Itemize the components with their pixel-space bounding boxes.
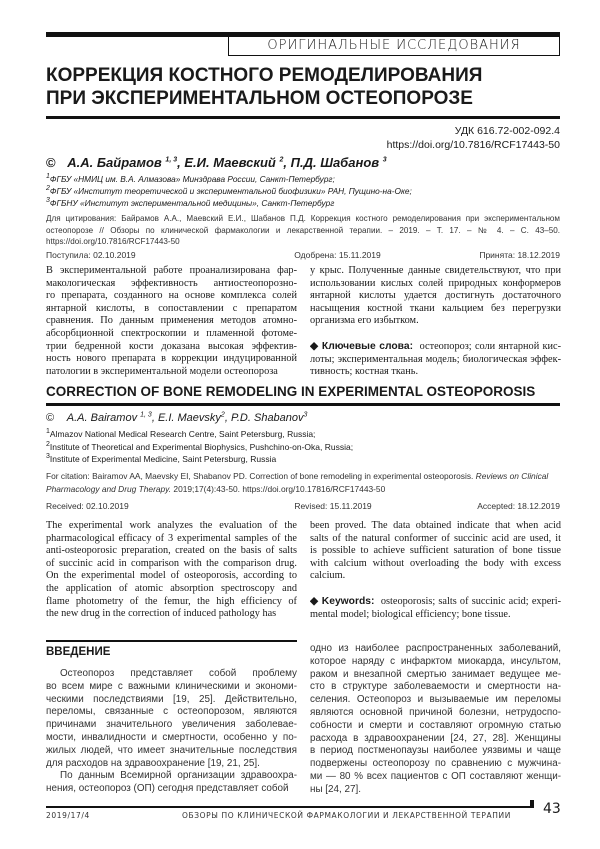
- keywords-text: тивность; костная ткань.: [310, 366, 561, 379]
- issue-number: 2019/17/4: [46, 811, 90, 821]
- citation-text: For citation: Bairamov AA, Maevsky EI, Shabanov PD. Correction of bone remodeling in experimental osteoporosis.: [46, 471, 476, 481]
- text-line: во всем мире с важными клиническими и экономи-: [46, 681, 297, 694]
- text-line: По данным Всемирной организации здравоохра-: [46, 770, 297, 783]
- citation-ru: Для цитирования: Байрамов А.А., Маевский Е.И., Шабанов П.Д. Коррекция костного ремоделирования при экспериментальном остеопорозе // Обзоры по клинической фармакологии и лекарственной терапии. – 2019. – Т. 17. – № 4. – С. 43–50. https://doi.org/10.7816/RCF17443-50: [46, 213, 560, 248]
- aff-text: Institute of Experimental Medicine, Saint Petersburg, Russia: [50, 454, 276, 464]
- article-title-ru: [46, 64, 482, 110]
- text-line: патологии в экспериментальной модели остеопороза: [46, 366, 297, 379]
- aff-sup: 2: [46, 441, 50, 448]
- text-line: with calcium without overloading the body with excess: [310, 558, 561, 571]
- abstract-ru-left: [46, 265, 297, 378]
- keywords-en: [310, 596, 561, 621]
- aff-sup: 2: [46, 185, 50, 192]
- abstract-en-left: [46, 520, 297, 621]
- article-title-en: CORRECTION OF BONE REMODELING IN EXPERIMENTAL OSTEOPOROSIS: [46, 384, 535, 400]
- text-line: is possible to achieve sufficient saturation of bone tissue: [310, 545, 561, 558]
- udk-block: [387, 124, 560, 152]
- text-line: янтарной кислоты, в сопоставлении с препаратом: [46, 303, 297, 316]
- keywords-text: osteoporosis; salts of succinic acid; experi-: [381, 596, 561, 607]
- author-sup: 2: [221, 411, 225, 418]
- aff-sup: 1: [46, 173, 50, 180]
- text-line: of succinic acid in comparison with the comparison drug.: [46, 558, 297, 571]
- abstract-en-right: [310, 520, 561, 583]
- text-line: been proved. The data obtained indicate that when acid: [310, 520, 561, 533]
- title-line: ПРИ ЭКСПЕРИМЕНТАЛЬНОМ ОСТЕОПОРОЗЕ: [46, 87, 482, 110]
- author: Е.И. Маевский: [184, 155, 276, 170]
- text-line: Остеопороз представляет собой проблему: [46, 668, 297, 681]
- text-line: On the experimental model of osteoporosis, according to: [46, 570, 297, 583]
- text-line: макологическая эффективность антиостеопорозно-: [46, 278, 297, 291]
- text-line: собности и смерти и составляют огромную статью: [310, 720, 561, 733]
- text-line: flame photometry of the femur, the high efficiency of: [46, 596, 297, 609]
- author-sup: 3: [383, 157, 387, 164]
- aff-sup: 3: [46, 453, 50, 460]
- text-line: ны [24, 27].: [310, 784, 561, 797]
- text-line: pharmacological efficacy of 3 experimental samples of the: [46, 533, 297, 546]
- doi-link[interactable]: https://doi.org/10.7816/RCF17443-50: [387, 138, 560, 152]
- abstract-ru-right: [310, 265, 561, 328]
- text-line: the new drug in the correction of induced pathology has: [46, 608, 297, 621]
- text-line: жилых людей, что имеет значительные последствия: [46, 745, 297, 758]
- aff-text: ФГБУ «НМИЦ им. В.А. Алмазова» Минздрава России, Санкт-Петербург;: [50, 174, 335, 184]
- received-date: Поступила: 02.10.2019: [46, 250, 136, 261]
- citation-text: 2019;17(4):43-50. https://doi.org/10.17816/RCF17443-50: [171, 484, 385, 494]
- revised-date: Одобрена: 15.11.2019: [294, 250, 381, 261]
- keywords-label: Ключевые слова:: [322, 341, 413, 352]
- keywords-label: Keywords:: [322, 596, 375, 607]
- keywords-ru: [310, 341, 561, 379]
- affiliation: [46, 185, 412, 197]
- keywords-text: лоты; экспериментальная модель; биологическая эффек-: [310, 354, 561, 367]
- text-line: ческими последствиями [19, 25]. Действительно,: [46, 694, 297, 707]
- text-line: которое наряду с инфарктом миокарда, инсультом,: [310, 656, 561, 669]
- divider: [46, 403, 560, 406]
- text-line: янтарной кислоты удается достигнуть достаточного: [310, 290, 561, 303]
- keywords-text: остеопороз; соли янтарной кис-: [420, 341, 561, 352]
- text-line: использовании кислых солей природных конформеров: [310, 278, 561, 291]
- text-line: селения. Остеопороз и вызываемые им переломы: [310, 694, 561, 707]
- text-line: являются основной причиной болезни, нетрудоспо-: [310, 707, 561, 720]
- aff-text: Institute of Theoretical and Experimental Biophysics, Pushchino-on-Oka, Russia;: [50, 442, 353, 452]
- authors-en: © A.A. Bairamov 1, 3, E.I. Maevsky2, P.D. Shabanov3: [46, 411, 307, 425]
- text-line: The experimental work analyzes the evaluation of the: [46, 520, 297, 533]
- diamond-icon: ◆: [310, 341, 319, 352]
- text-line: нения, остеопороз (ОП) сегодня представляет собой: [46, 783, 297, 796]
- text-line: ность нового препарата в коррекции индуцированной: [46, 353, 297, 366]
- affiliation: [46, 428, 353, 441]
- diamond-icon: ◆: [310, 596, 319, 607]
- author-sup: 1, 3: [140, 411, 152, 418]
- aff-text: ФГБНУ «Институт экспериментальной медицины», Санкт-Петербург: [50, 198, 334, 208]
- author-sup: 2: [280, 157, 284, 164]
- text-line: абсорбционной спектроскопии и пламенной фотоме-: [46, 328, 297, 341]
- authors-ru: © А.А. Байрамов 1, 3, Е.И. Маевский 2, П.Д. Шабанов 3: [46, 155, 387, 170]
- title-line: КОРРЕКЦИЯ КОСТНОГО РЕМОДЕЛИРОВАНИЯ: [46, 64, 482, 87]
- accepted-date: Принята: 18.12.2019: [479, 250, 560, 261]
- text-line: calcium.: [310, 570, 561, 583]
- text-line: одно из наиболее распространенных заболеваний,: [310, 643, 561, 656]
- journal-name: Reviews on Clinical Pharmacology and Drug Therapy.: [46, 471, 548, 494]
- text-line: раком и внезапной смертью занимает ведущее ме-: [310, 669, 561, 682]
- text-line: у крыс. Полученные данные свидетельствуют, что при: [310, 265, 561, 278]
- text-line: в период постменопаузы наиболее уязвимы и чаще: [310, 745, 561, 758]
- citation-en: [46, 470, 560, 495]
- text-line: причинами значительного увеличения заболевае-: [46, 719, 297, 732]
- author: П.Д. Шабанов: [291, 155, 379, 170]
- accepted-date: Accepted: 18.12.2019: [477, 501, 560, 512]
- affiliation: [46, 441, 353, 454]
- text-line: the application of atomic absorption spectroscopy and: [46, 583, 297, 596]
- text-line: переломы, связанные с остеопорозом, являются: [46, 706, 297, 719]
- text-line: насыщения костной ткани кальцием без перегрузки: [310, 303, 561, 316]
- udk-code: УДК 616.72-002-092.4: [387, 124, 560, 138]
- keywords-text: mental model; biological efficiency; bone tissue.: [310, 609, 561, 622]
- section-heading: ВВЕДЕНИЕ: [46, 645, 110, 659]
- text-line: salts of the natural conformer of succinic acid are used, it: [310, 533, 561, 546]
- intro-right: [310, 643, 561, 797]
- author-sup: 3: [304, 411, 308, 418]
- aff-sup: 3: [46, 197, 50, 204]
- affiliations-en: [46, 428, 353, 466]
- aff-text: ФГБУ «Институт теоретической и экспериментальной биофизики» РАН, Пущино-на-Оке;: [50, 186, 412, 196]
- dates-en: [46, 501, 560, 512]
- text-line: мости, инвалидности и смертности, особенно у по-: [46, 732, 297, 745]
- text-line: В экспериментальной работе проанализирована фар-: [46, 265, 297, 278]
- text-line: сто в структуре заболеваемости и смертности на-: [310, 681, 561, 694]
- text-line: расхода в здравоохранении [24, 27, 28]. Женщины: [310, 733, 561, 746]
- author: А.А. Байрамов: [67, 155, 162, 170]
- section-label: ОРИГИНАЛЬНЫЕ ИССЛЕДОВАНИЯ: [228, 36, 560, 56]
- aff-text: Almazov National Medical Research Centre, Saint Petersburg, Russia;: [50, 429, 316, 439]
- aff-sup: 1: [46, 428, 50, 435]
- intro-left: [46, 668, 297, 796]
- text-line: го препарата, созданного на основе комплекса солей: [46, 290, 297, 303]
- journal-title: ОБЗОРЫ ПО КЛИНИЧЕСКОЙ ФАРМАКОЛОГИИ И ЛЕКАРСТВЕННОЙ ТЕРАПИИ: [182, 811, 511, 821]
- page-number: 43: [543, 801, 561, 817]
- copyright-icon: ©: [46, 155, 56, 170]
- text-line: ми — 80 % всех пациентов с ОП составляют женщи-: [310, 771, 561, 784]
- text-line: для расходов на здравоохранение [19, 21, 25].: [46, 758, 297, 771]
- divider: [46, 640, 297, 642]
- text-line: подвержены остеопорозу по сравнению с мужчина-: [310, 758, 561, 771]
- received-date: Received: 02.10.2019: [46, 501, 129, 512]
- author: P.D. Shabanov: [231, 412, 304, 424]
- footer-rule: [46, 806, 534, 808]
- copyright-icon: ©: [46, 412, 54, 424]
- affiliations-ru: [46, 173, 412, 209]
- footer-mark: [530, 800, 534, 808]
- affiliation: [46, 197, 412, 209]
- affiliation: [46, 173, 412, 185]
- text-line: anti-osteoporosic preparation, created on the basis of salts: [46, 545, 297, 558]
- author: E.I. Maevsky: [158, 412, 221, 424]
- dates-ru: [46, 250, 560, 261]
- affiliation: [46, 453, 353, 466]
- text-line: сравнения. По данным применения методов атомно-: [46, 315, 297, 328]
- revised-date: Revised: 15.11.2019: [294, 501, 371, 512]
- text-line: организма его избытком.: [310, 315, 561, 328]
- author-sup: 1, 3: [165, 157, 177, 164]
- text-line: трии бедренной кости доказана высокая эффектив-: [46, 341, 297, 354]
- author: A.A. Bairamov: [67, 412, 137, 424]
- divider: [46, 116, 560, 119]
